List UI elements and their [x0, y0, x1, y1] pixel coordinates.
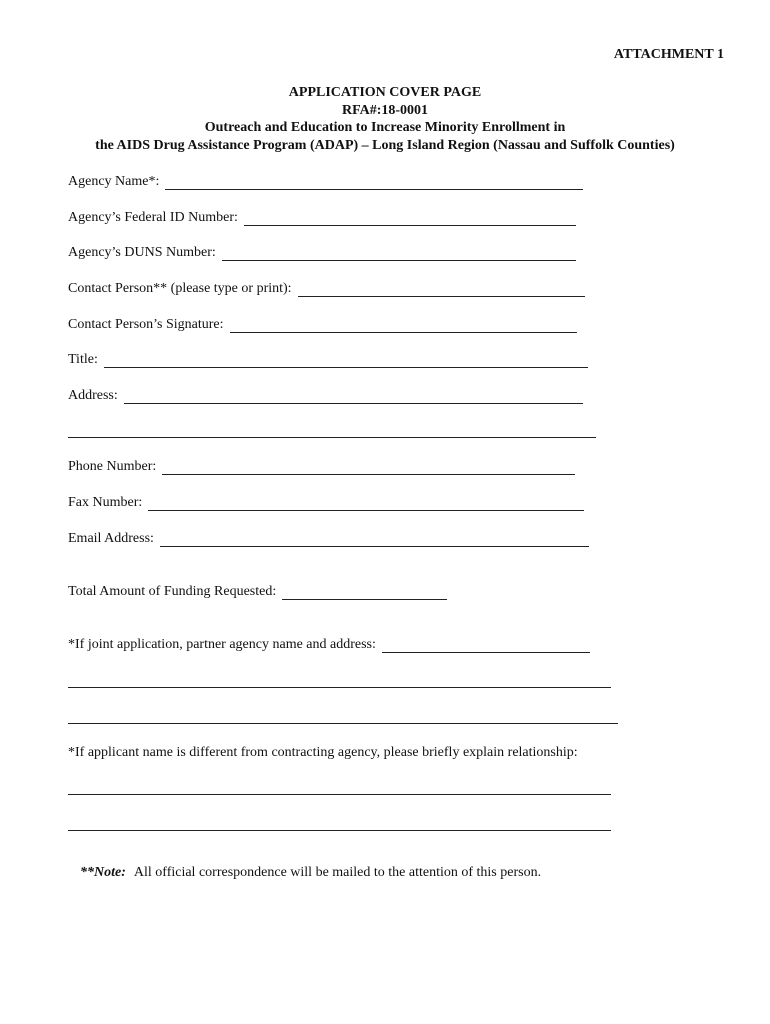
funding-line[interactable]	[282, 585, 447, 600]
document-heading	[0, 84, 770, 154]
federal-id-row	[68, 208, 576, 226]
address-line-2[interactable]	[68, 436, 596, 438]
heading-program-line-1: Outreach and Education to Increase Minority Enrollment in	[204, 120, 566, 135]
joint-application-row	[68, 635, 590, 653]
address-row	[68, 386, 583, 404]
email-row	[68, 529, 589, 547]
title-label: Title:	[68, 352, 98, 367]
federal-id-label: Agency’s Federal ID Number:	[68, 210, 238, 225]
phone-label: Phone Number:	[68, 459, 157, 474]
joint-application-line-2[interactable]	[68, 686, 611, 688]
duns-row	[68, 243, 576, 261]
footnote	[80, 865, 541, 881]
phone-line[interactable]	[162, 460, 575, 475]
signature-row	[68, 315, 577, 333]
joint-application-line[interactable]	[382, 638, 590, 653]
fax-label: Fax Number:	[68, 495, 143, 510]
title-line[interactable]	[104, 353, 588, 368]
attachment-label: ATTACHMENT 1	[613, 47, 724, 62]
relationship-row	[68, 743, 584, 761]
agency-name-line[interactable]	[165, 175, 583, 190]
address-line[interactable]	[124, 389, 583, 404]
federal-id-line[interactable]	[244, 211, 576, 226]
agency-name-row	[68, 172, 583, 190]
funding-label: Total Amount of Funding Requested:	[68, 584, 277, 599]
heading-program-line-2: the AIDS Drug Assistance Program (ADAP) – Long Island Region (Nassau and Suffolk Counties)	[95, 137, 675, 153]
joint-application-label: *If joint application, partner agency name and address:	[68, 637, 376, 652]
contact-person-row	[68, 279, 585, 297]
funding-row	[68, 582, 447, 600]
relationship-line-1[interactable]	[68, 793, 611, 795]
footnote-text: All official correspondence will be mailed to the attention of this person.	[133, 865, 542, 880]
signature-label: Contact Person’s Signature:	[68, 317, 224, 332]
signature-line[interactable]	[230, 318, 577, 333]
heading-title: APPLICATION COVER PAGE	[288, 85, 482, 100]
address-label: Address:	[68, 388, 118, 403]
footnote-prefix: **Note:	[80, 865, 126, 880]
title-row	[68, 350, 588, 368]
agency-name-label: Agency Name*:	[68, 174, 160, 189]
relationship-label: *If applicant name is different from contracting agency, please briefly explain relationship:	[68, 745, 578, 760]
phone-row	[68, 457, 575, 475]
duns-line[interactable]	[222, 246, 576, 261]
relationship-line-2[interactable]	[68, 829, 611, 831]
fax-line[interactable]	[148, 496, 584, 511]
contact-person-line[interactable]	[298, 282, 585, 297]
joint-application-line-3[interactable]	[68, 722, 618, 724]
fax-row	[68, 493, 584, 511]
email-line[interactable]	[160, 532, 589, 547]
heading-rfa-number: RFA#:18-0001	[341, 102, 429, 118]
email-label: Email Address:	[68, 531, 154, 546]
duns-label: Agency’s DUNS Number:	[68, 245, 216, 260]
contact-person-label: Contact Person** (please type or print):	[68, 281, 292, 296]
